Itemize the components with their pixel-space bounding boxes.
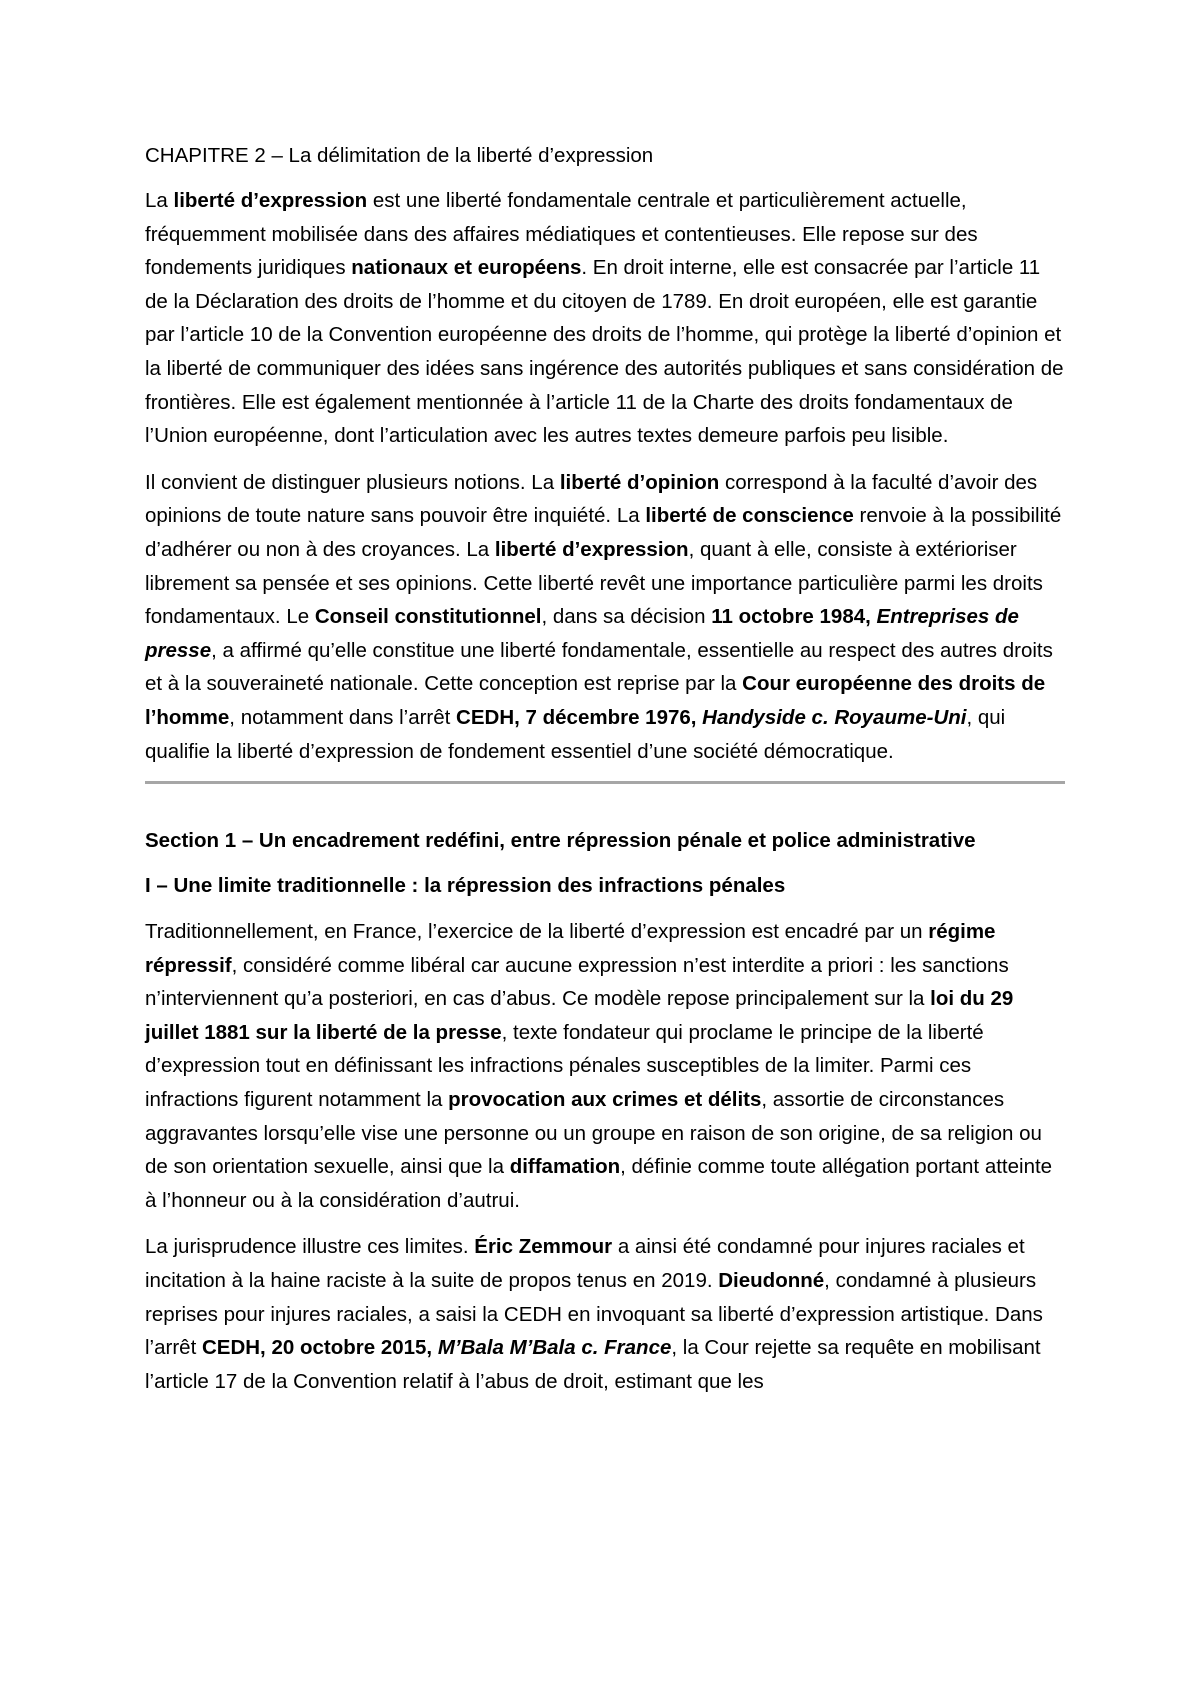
emphasis-text: 11 octobre 1984,	[711, 605, 877, 629]
paragraph-text: , quant à elle, consiste à extérioriser librement sa pensée et ses opinions. Cette liberté revêt une importance particulière parmi les droits fondamentaux. Le	[145, 537, 1043, 629]
emphasis-text: liberté d’expression	[494, 537, 689, 561]
emphasis-text: nationaux et européens	[351, 256, 582, 280]
paragraph-text: , considéré comme libéral car aucune expression n’est interdite a priori : les sanctions n’interviennent qu’a posteriori, en cas d’abus. Ce modèle repose principalement sur la	[145, 953, 1009, 1011]
paragraph-text: , qui qualifie la liberté d’expression de fondement essentiel d’une société démocratique.	[145, 705, 1006, 763]
paragraph-text: renvoie à la possibilité d’adhérer ou non à des croyances. La	[145, 504, 1062, 561]
paragraph-text: , a affirmé qu’elle constitue une liberté fondamentale, essentielle au respect des autres droits et à la souveraineté nationale. Cette conception est reprise par la	[145, 638, 1053, 696]
emphasis-text	[702, 706, 966, 729]
paragraph-text: Traditionnellement, en France, l’exercice de la liberté d’expression est encadré par un	[145, 920, 929, 944]
emphasis-text: liberté d’opinion	[559, 470, 720, 494]
document-body	[145, 140, 1065, 1411]
emphasis-text: loi du 29 juillet 1881 sur la liberté de la presse	[145, 987, 1014, 1044]
intro-block	[145, 184, 1065, 768]
paragraph-text: est une liberté fondamentale centrale et particulièrement actuelle, fréquemment mobilisée dans des affaires médiatiques et contentieuses. Elle repose sur des fondements juridiques	[145, 189, 978, 280]
emphasis-text: liberté d’expression	[173, 189, 368, 212]
emphasis-italic-text: Entreprises de presse	[145, 605, 1019, 662]
emphasis-text: Dieudonné	[718, 1269, 825, 1293]
emphasis-text	[438, 1336, 672, 1359]
paragraph-text: a ainsi été condamné pour injures raciales et incitation à la haine raciste à la suite de propos tenus en 2019.	[145, 1235, 1025, 1293]
section-paragraph	[145, 915, 1065, 1217]
paragraph-text: , texte fondateur qui proclame le principe de la liberté d’expression tout en définissant les infractions pénales susceptibles de la limiter. Parmi ces infractions figurent notamment la	[145, 1020, 984, 1112]
emphasis-italic-text: M’Bala M’Bala c. France	[437, 1336, 672, 1360]
emphasis-text: Cour européenne des droits de l’homme	[145, 672, 1046, 729]
paragraph-text: La jurisprudence illustre ces limites.	[145, 1235, 475, 1259]
section-title: Section 1 – Un encadrement redéfini, entre répression pénale et police administrative	[145, 829, 976, 853]
paragraph-text: correspond à la faculté d’avoir des opinions de toute nature sans pouvoir être inquiété. La	[145, 470, 1038, 528]
paragraph-text: . En droit interne, elle est consacrée par l’article 11 de la Déclaration des droits de l’homme et du citoyen de 1789. En droit européen, elle est garantie par l’article 10 de la Convention européenne des droits de l’homme, qui protège la liberté d’opinion et la liberté de communiquer des idées sans ingérence des autorités publiques et sans considération de frontières. Elle est également mentionnée à l’article 11 de la Charte des droits fondamentaux de l’Union européenne, dont l’articulation avec les autres textes demeure parfois peu lisible.	[145, 256, 1064, 448]
paragraph-text: Il convient de distinguer plusieurs notions. La	[145, 470, 560, 494]
emphasis-text: CEDH, 20 octobre 2015,	[201, 1336, 438, 1360]
paragraph-text: , la Cour rejette sa requête en mobilisant l’article 17 de la Convention relatif à l’abus de droit, estimant que les	[145, 1336, 1041, 1393]
paragraph-text: , condamné à plusieurs reprises pour injures raciales, a saisi la CEDH en invoquant sa liberté d’expression artistique. Dans l’arrêt	[145, 1269, 1043, 1360]
paragraph-text: , définie comme toute allégation portant atteinte à l’honneur ou à la considération d’autrui.	[145, 1155, 1053, 1212]
emphasis-text: provocation aux crimes et délits	[448, 1088, 762, 1112]
emphasis-text: liberté de conscience	[645, 504, 854, 528]
emphasis-text: CEDH, 7 décembre 1976,	[456, 705, 703, 729]
emphasis-text: diffamation	[509, 1155, 621, 1179]
emphasis-text: régime répressif	[145, 920, 996, 977]
chapter-title: CHAPITRE 2 – La délimitation de la liberté d’expression	[145, 144, 654, 167]
subsection-title: I – Une limite traditionnelle : la répression des infractions pénales	[145, 874, 786, 898]
emphasis-italic-text: Handyside c. Royaume-Uni	[702, 705, 967, 729]
section-block	[145, 915, 1065, 1398]
paragraph-text: , assortie de circonstances aggravantes lorsqu’elle vise une personne ou un groupe en raison de son origine, de sa religion ou de son orientation sexuelle, ainsi que la	[145, 1088, 1042, 1179]
section-paragraph	[145, 1230, 1065, 1398]
intro-paragraph	[145, 184, 1065, 453]
intro-paragraph	[145, 466, 1065, 768]
paragraph-text: La	[145, 189, 174, 212]
emphasis-text: Éric Zemmour	[474, 1235, 613, 1259]
section-divider	[145, 781, 1065, 784]
emphasis-text: Conseil constitutionnel	[314, 605, 542, 629]
paragraph-text: , dans sa décision	[541, 605, 712, 629]
paragraph-text: , notamment dans l’arrêt	[229, 705, 457, 729]
